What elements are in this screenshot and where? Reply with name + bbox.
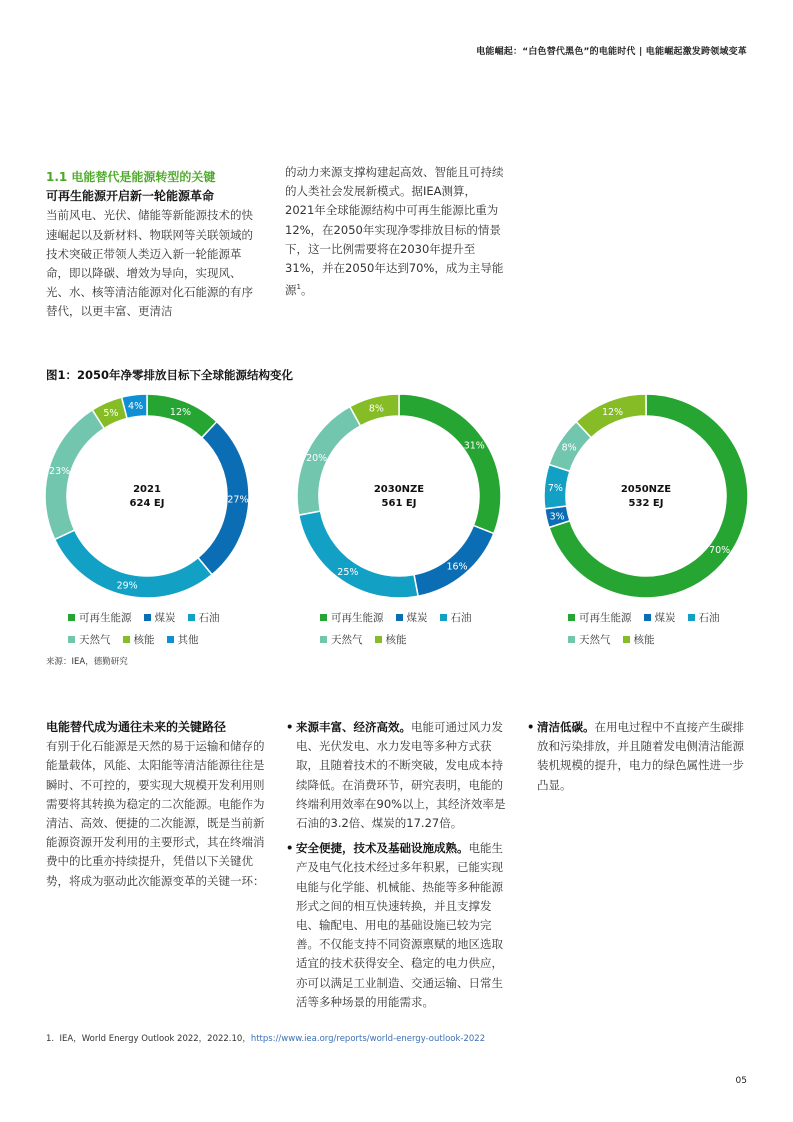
legend-row xyxy=(568,606,758,628)
legend-item xyxy=(68,632,111,647)
slice-value-label: 4% xyxy=(128,401,144,413)
legend-label: 可再生能源 xyxy=(79,611,132,624)
legend-swatch xyxy=(320,614,327,621)
legend-item xyxy=(623,632,655,647)
donut-center-total: 532 EJ xyxy=(628,498,664,509)
legend-label: 煤炭 xyxy=(154,611,176,624)
section-subhead: 可再生能源开启新一轮能源革命 xyxy=(46,189,215,204)
legend-swatch xyxy=(440,614,447,621)
page-number: 05 xyxy=(735,1076,747,1086)
slice-value-label: 70% xyxy=(709,544,731,556)
slice-value-label: 5% xyxy=(103,407,119,419)
slice-value-label: 31% xyxy=(463,440,485,452)
legend-row xyxy=(568,628,758,650)
bullet-lead: 来源丰富、经济高效。 xyxy=(296,720,411,734)
slice-value-label: 8% xyxy=(561,442,577,454)
bullet-lead: 清洁低碳。 xyxy=(537,720,595,734)
donut-chart-2050 xyxy=(543,393,749,599)
section2-middle-column xyxy=(286,718,508,1018)
footnote-link[interactable]: https://www.iea.org/reports/world-energy-outlook-2022 xyxy=(250,1034,486,1044)
section2-right-column xyxy=(527,718,749,801)
footnote-marker: 1 xyxy=(296,283,301,292)
slice-value-label: 12% xyxy=(601,406,624,418)
section2-subhead: 电能替代成为通往未来的关键路径 xyxy=(46,720,227,734)
intro-paragraph-end: 。 xyxy=(300,283,313,298)
legend-2050 xyxy=(568,606,758,650)
figure-title: 图1：2050年净零排放目标下全球能源结构变化 xyxy=(46,368,294,382)
legend-swatch xyxy=(167,636,174,643)
legend-swatch xyxy=(568,614,575,621)
legend-label: 石油 xyxy=(198,611,220,624)
legend-item xyxy=(68,610,132,625)
legend-swatch xyxy=(188,614,195,621)
legend-swatch xyxy=(644,614,651,621)
legend-item xyxy=(320,610,384,625)
legend-row xyxy=(320,628,510,650)
legend-label: 可再生能源 xyxy=(331,611,384,624)
legend-item xyxy=(320,632,363,647)
footnote-text: IEA，World Energy Outlook 2022，2022.10， xyxy=(59,1034,251,1044)
legend-label: 其他 xyxy=(177,633,199,646)
legend-item xyxy=(644,610,676,625)
legend-item xyxy=(568,632,611,647)
legend-swatch xyxy=(68,614,75,621)
intro-paragraph-left: 当前风电、光伏、储能等新能源技术的快速崛起以及新材料、物联网等关联领域的技术突破正带领人类迈入新一轮能源革命，即以降碳、增效为导向，实现风、光、水、核等清洁能源对化石能源的有序替代，以更丰富、更清洁 xyxy=(46,208,253,319)
legend-swatch xyxy=(123,636,130,643)
intro-paragraph-right: 的动力来源支撑构建起高效、智能且可持续的人类社会发展新模式。据IEA测算，2021年全球能源结构中可再生能源比重为12%，在2050年实现净零排放目标的情景下，这一比例需要将在2030年提升至31%，并在2050年达到70%，成为主导能源 xyxy=(285,165,504,298)
bullet-item-1 xyxy=(286,718,508,833)
legend-label: 石油 xyxy=(698,611,720,624)
slice-value-label: 3% xyxy=(549,511,565,523)
slice-value-label: 29% xyxy=(116,580,138,592)
legend-item xyxy=(167,632,199,647)
legend-swatch xyxy=(396,614,403,621)
legend-item xyxy=(440,610,472,625)
bullet-text: 电能生产及电气化技术经过多年积累，已能实现电能与化学能、机械能、热能等多种能源形式之间的相互快速转换，并且支撑发电、输配电、用电的基础设施已较为完善。不仅能支持不同资源禀赋的地区选取适宜的技术获得安全、稳定的电力供应，亦可以满足工业制造、交通运输、日常生活等多种场景的用能需求。 xyxy=(296,841,503,1009)
slice-value-label: 25% xyxy=(337,566,359,578)
legend-label: 核能 xyxy=(633,633,655,646)
legend-swatch xyxy=(623,636,630,643)
legend-label: 天然气 xyxy=(79,633,111,646)
slice-value-label: 8% xyxy=(368,403,384,415)
slice-value-label: 20% xyxy=(306,452,328,464)
donut-center-total: 624 EJ xyxy=(129,498,165,509)
footnote-number: 1. xyxy=(46,1034,55,1044)
section-label: 1.1 电能替代是能源转型的关键 xyxy=(46,170,216,184)
legend-label: 煤炭 xyxy=(406,611,428,624)
section2-paragraph: 有别于化石能源是天然的易于运输和储存的能量载体，风能、太阳能等清洁能源往往是瞬时、不可控的，要实现大规模开发利用则需要将其转换为稳定的二次能源。电能作为清洁、高效、便捷的二次能源，既是当前新能源资源开发利用的主要形式，其在终端消费中的比重亦持续提升，凭借以下关键优势，将成为驱动此次能源变革的关键一环： xyxy=(46,739,265,888)
legend-label: 天然气 xyxy=(579,633,611,646)
legend-row xyxy=(320,606,510,628)
legend-item xyxy=(188,610,220,625)
legend-item xyxy=(688,610,720,625)
legend-swatch xyxy=(144,614,151,621)
slice-value-label: 12% xyxy=(169,406,192,418)
donut-center-year: 2021 xyxy=(133,484,161,495)
donut-slice-oil xyxy=(299,511,418,598)
donut-chart-2021 xyxy=(44,393,250,599)
slice-value-label: 23% xyxy=(49,466,71,478)
bullet-item-3 xyxy=(527,718,749,795)
donut-center-total: 561 EJ xyxy=(381,498,417,509)
running-header: 电能崛起：“白色替代黑色”的电能时代 | 电能崛起激发跨领域变革 xyxy=(476,47,747,57)
legend-row xyxy=(68,628,258,650)
section2-left-column xyxy=(46,718,266,891)
legend-swatch xyxy=(375,636,382,643)
bullet-text: 在用电过程中不直接产生碳排放和污染排放，并且随着发电侧清洁能源装机规模的提升，电力的绿色属性进一步凸显。 xyxy=(537,720,744,792)
legend-item xyxy=(568,610,632,625)
legend-swatch xyxy=(68,636,75,643)
intro-left-column xyxy=(46,168,264,322)
donut-chart-2030 xyxy=(296,393,502,599)
figure-source: 来源：IEA，德勤研究 xyxy=(46,657,128,667)
legend-2030 xyxy=(320,606,510,650)
legend-swatch xyxy=(320,636,327,643)
footnote xyxy=(46,1032,485,1044)
legend-item xyxy=(375,632,407,647)
bullet-text: 电能可通过风力发电、光伏发电、水力发电等多种方式获取，且随着技术的不断突破，发电成本持续降低。在消费环节，研究表明，电能的终端利用效率在90%以上，其经济效率是石油的3.2倍、煤炭的17.27倍。 xyxy=(296,720,506,831)
legend-2021 xyxy=(68,606,258,650)
legend-label: 核能 xyxy=(133,633,155,646)
bullet-lead: 安全便捷，技术及基础设施成熟。 xyxy=(296,841,469,856)
slice-value-label: 7% xyxy=(547,482,563,494)
donut-center-year: 2030NZE xyxy=(373,484,425,495)
legend-label: 可再生能源 xyxy=(579,611,632,624)
legend-label: 煤炭 xyxy=(654,611,676,624)
legend-item xyxy=(144,610,176,625)
donut-slice-renewable xyxy=(399,394,501,534)
legend-item xyxy=(123,632,155,647)
legend-swatch xyxy=(688,614,695,621)
legend-item xyxy=(396,610,428,625)
donut-center-year: 2050NZE xyxy=(620,484,672,495)
legend-label: 天然气 xyxy=(331,633,363,646)
legend-swatch xyxy=(568,636,575,643)
bullet-item-2 xyxy=(286,839,508,1012)
legend-label: 石油 xyxy=(450,611,472,624)
legend-row xyxy=(68,606,258,628)
intro-right-column xyxy=(285,163,505,300)
slice-value-label: 16% xyxy=(446,561,468,573)
legend-label: 核能 xyxy=(385,633,407,646)
slice-value-label: 27% xyxy=(227,494,249,506)
